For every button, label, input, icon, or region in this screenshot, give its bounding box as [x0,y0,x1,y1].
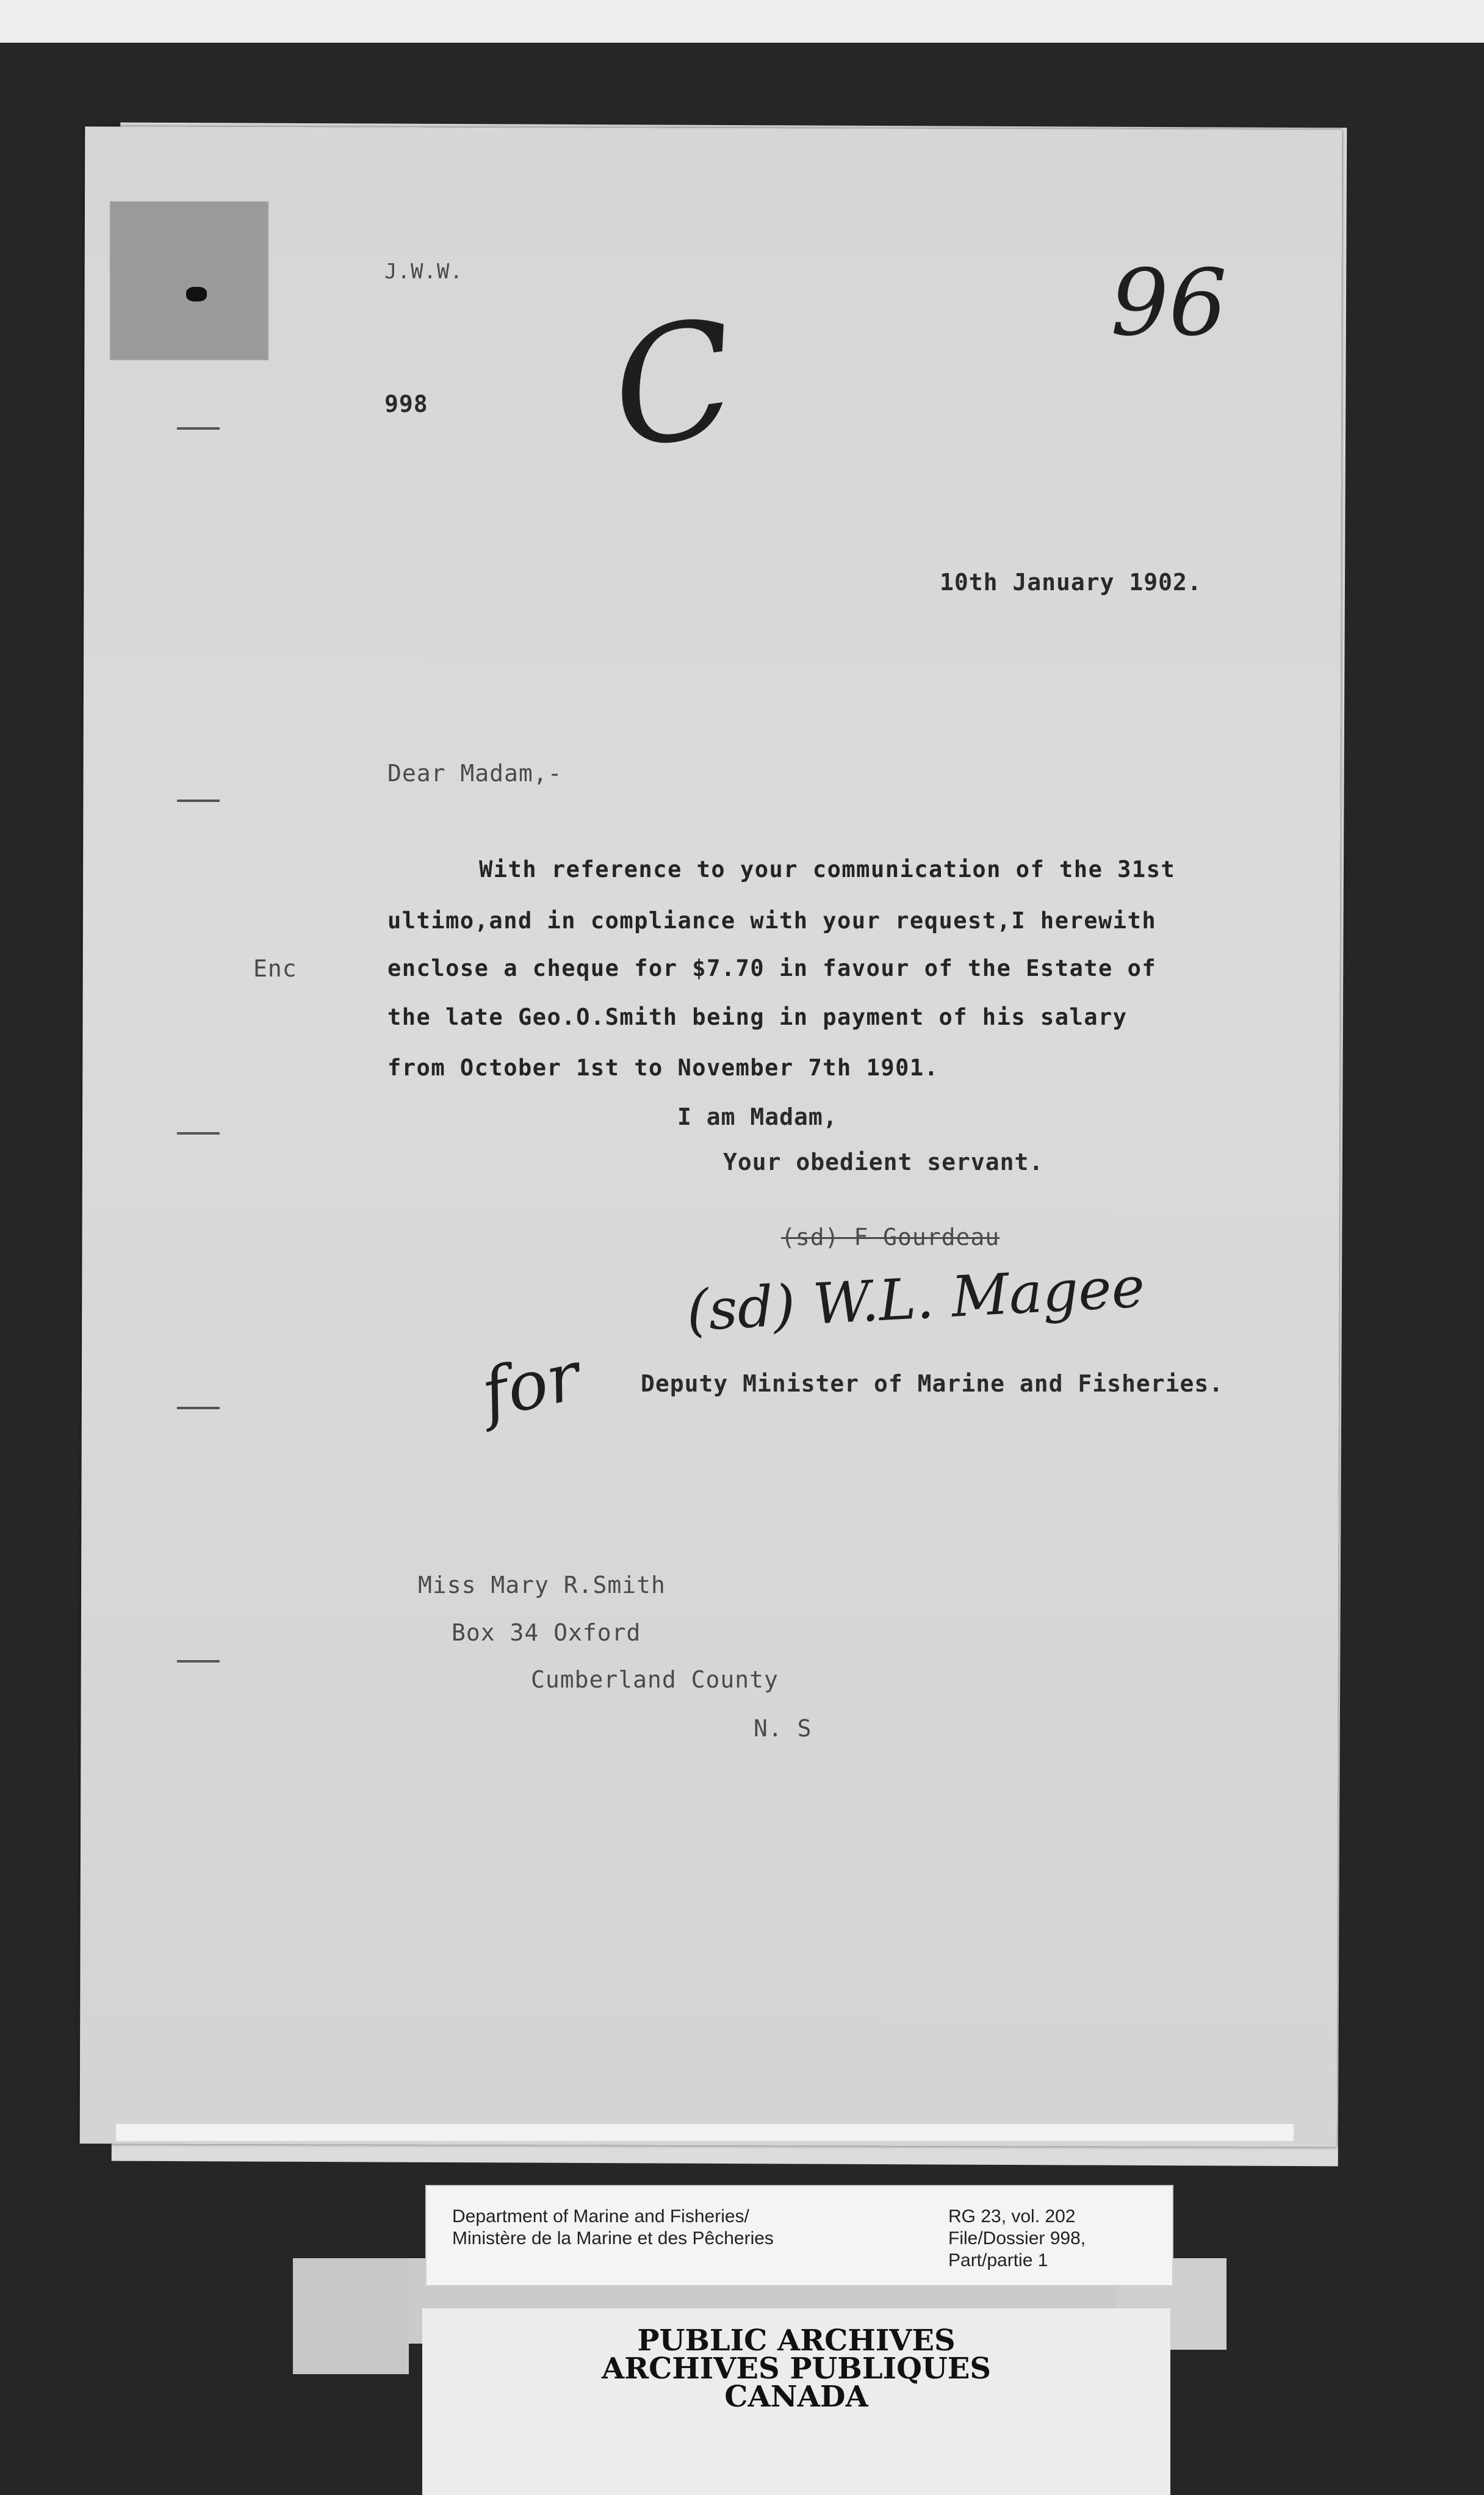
archive-stamp-line: ARCHIVES PUBLIQUES [602,2352,991,2386]
archive-stamp-card [422,2308,1170,2495]
letter-bottom-edge [116,2124,1294,2141]
department-en: Department of Marine and Fisheries/ [452,2206,749,2226]
reference-line: Part/partie 1 [948,2250,1048,2270]
margin-mark [177,427,220,430]
margin-mark [177,800,220,802]
file-number: 998 [384,391,428,417]
label-department [452,2206,774,2250]
letter-date: 10th January 1902. [940,569,1202,596]
address-line: Box 34 Oxford [452,1619,641,1646]
handwritten-signature: (sd) W.L. Magee [685,1254,1147,1344]
reference-line: RG 23, vol. 202 [948,2206,1076,2226]
body-line: the late Geo.O.Smith being in payment of his salary [387,1004,1128,1030]
struck-signature: (sd) F Gourdeau [781,1224,1000,1251]
body-line: from October 1st to November 7th 1901. [387,1055,939,1081]
label-reference [948,2206,1086,2272]
initials: J.W.W. [384,259,463,284]
handwritten-for: for [475,1336,587,1434]
archive-stamp-line: CANADA [724,2380,868,2414]
scan-top-margin [0,0,1484,43]
corner-stamp-mark [110,201,268,360]
margin-mark [177,1407,220,1409]
body-line: enclose a cheque for $7.70 in favour of the Estate of [387,955,1157,981]
margin-note-enclosure: Enc [253,955,297,982]
address-line: Cumberland County [531,1666,779,1693]
punch-hole-icon [186,287,207,301]
closing-line: Your obedient servant. [723,1149,1044,1175]
salutation: Dear Madam,- [387,760,563,787]
folder-tab-left [293,2258,409,2374]
department-fr: Ministère de la Marine et des Pêcheries [452,2228,774,2248]
archive-stamp-line: PUBLIC ARCHIVES [637,2323,956,2358]
margin-mark [177,1132,220,1135]
reference-line: File/Dossier 998, [948,2228,1086,2248]
handwritten-mark: C [600,285,747,485]
signatory-title: Deputy Minister of Marine and Fisheries. [641,1370,1224,1397]
handwritten-page-number: 96 [1111,250,1227,356]
archive-reference-label [425,2185,1173,2286]
address-line: N. S [754,1715,812,1742]
address-line: Miss Mary R.Smith [418,1572,666,1598]
closing-line: I am Madam, [677,1103,838,1130]
body-line: With reference to your communication of the 31st [479,856,1176,883]
body-line: ultimo,and in compliance with your request,I herewith [387,908,1157,934]
margin-mark [177,1660,220,1663]
